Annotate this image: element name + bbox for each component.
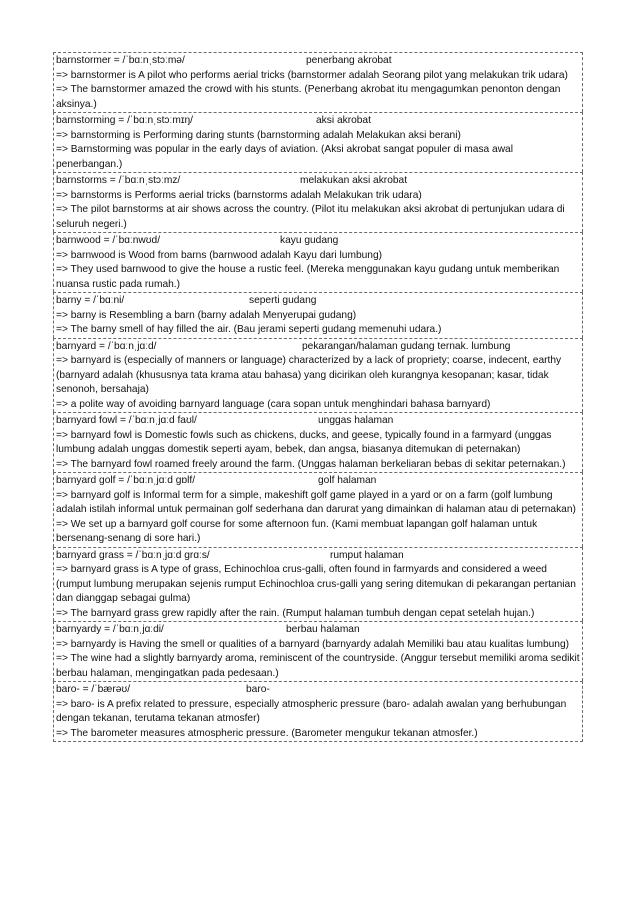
entry-translation: pekarangan/halaman gudang ternak. lumbung bbox=[302, 340, 511, 352]
entry-example: => The pilot barnstorms at air shows across the country. (Pilot itu melakukan aksi akrobat di pertunjukan udara di seluruh negeri.) bbox=[56, 204, 565, 230]
entry-example: => They used barnwood to give the house a rustic feel. (Mereka menggunakan kayu gudang untuk memberikan nuansa rustic pada rumah.) bbox=[56, 264, 560, 290]
entry-baro bbox=[53, 681, 583, 742]
entry-translation: unggas halaman bbox=[318, 415, 394, 426]
entry-example: => The barnyard grass grew rapidly after the rain. (Rumput halaman tumbuh dengan cepat setelah hujan.) bbox=[56, 607, 535, 619]
entry-definition: => barnwood is Wood from barns (barnwood adalah Kayu dari lumbung) bbox=[56, 249, 382, 261]
entry-definition: => barnstorming is Performing daring stunts (barnstorming adalah Melakukan aksi berani) bbox=[56, 129, 461, 141]
entry-definition: => baro- is A prefix related to pressure, especially atmospheric pressure (baro- adalah awalan yang berhubungan dengan tekanan, terutama tekanan atmosfer) bbox=[56, 698, 567, 724]
entry-translation: kayu gudang bbox=[280, 235, 339, 246]
entry-translation: golf halaman bbox=[318, 475, 377, 486]
entry-barnyardy bbox=[53, 621, 583, 681]
entry-term: barnstormer = /ˈbɑːnˌstɔːmə/ bbox=[56, 55, 185, 66]
entry-example: => We set up a barnyard golf course for some afternoon fun. (Kami membuat lapangan golf halaman untuk bersenang-senang di sore hari.) bbox=[56, 518, 538, 544]
entry-term: barnwood = /ˈbɑːnwʊd/ bbox=[56, 235, 161, 246]
entry-example: => The wine had a slightly barnyardy aroma, reminiscent of the countryside. (Anggur tersebut memiliki aroma sedikit berbau halaman, mengingatkan pada pedesaan.) bbox=[56, 653, 580, 679]
entry-definition: => barnyard fowl is Domestic fowls such as chickens, ducks, and geese, typically found in a farmyard (unggas lumbung adalah unggas domestik seperti ayam, bebek, dan angsa, biasanya ditemukan di peternakan) bbox=[56, 429, 552, 455]
entry-definition: => barnyard grass is A type of grass, Echinochloa crus-galli, often found in farmyards and considered a weed (rumput lumbung merupakan sejenis rumput Echinochloa crus-galli yang sering ditemukan di pekarangan pertanian dan dianggap sebagai gulma) bbox=[56, 564, 576, 604]
entry-head bbox=[56, 234, 580, 249]
entry-head bbox=[56, 474, 580, 489]
entry-term: barnstorms = /ˈbɑːnˌstɔːmz/ bbox=[56, 175, 181, 186]
entry-term: barnstorming = /ˈbɑːnˌstɔːmɪŋ/ bbox=[56, 115, 193, 126]
entry-barnwood bbox=[53, 232, 583, 292]
entry-barnstormer bbox=[53, 52, 583, 112]
entry-barnstorming bbox=[53, 112, 583, 172]
entry-term: barnyard golf = /ˈbɑːnˌjɑːd ɡɒlf/ bbox=[56, 475, 196, 486]
entry-example: => The barnyard fowl roamed freely around the farm. (Unggas halaman berkeliaran bebas di sekitar peternakan.) bbox=[56, 458, 566, 470]
entry-term: baro- = /ˈbærəʊ/ bbox=[56, 684, 131, 695]
entry-example: => The barometer measures atmospheric pressure. (Barometer mengukur tekanan atmosfer.) bbox=[56, 727, 478, 739]
entry-example: => The barny smell of hay filled the air. (Bau jerami seperti gudang memenuhi udara.) bbox=[56, 324, 442, 335]
entry-translation: melakukan aksi akrobat bbox=[300, 175, 408, 186]
entry-example: => a polite way of avoiding barnyard language (cara sopan untuk menghindari bahasa barnyard) bbox=[56, 398, 491, 410]
entry-translation: penerbang akrobat bbox=[306, 55, 392, 66]
entry-translation: rumput halaman bbox=[330, 549, 404, 561]
entry-definition: => barnstormer is A pilot who performs aerial tricks (barnstormer adalah Seorang pilot yang melakukan trik udara) bbox=[56, 69, 568, 81]
entry-barnyard-fowl bbox=[53, 412, 583, 472]
entry-barnyard-golf bbox=[53, 472, 583, 547]
entry-head bbox=[56, 683, 580, 698]
entry-definition: => barnyard is (especially of manners or language) characterized by a lack of propriety; coarse, indecent, earthy (barnyard adalah (khususnya tata krama atau bahasa) yang dicirikan oleh kurangnya kesopanan; kasar, tidak senonoh, bersahaja) bbox=[56, 355, 562, 395]
entry-term: barny = /ˈbɑːni/ bbox=[56, 295, 125, 306]
entry-head bbox=[56, 114, 580, 129]
entry-head bbox=[56, 549, 580, 564]
entry-head bbox=[56, 414, 580, 429]
entry-term: barnyardy = /ˈbɑːnˌjɑːdi/ bbox=[56, 624, 164, 635]
entry-head bbox=[56, 294, 580, 309]
entry-head bbox=[56, 174, 580, 189]
entry-barny bbox=[53, 292, 583, 338]
entry-term: barnyard fowl = /ˈbɑːnˌjɑːd faʊl/ bbox=[56, 415, 197, 426]
entry-barnyard bbox=[53, 338, 583, 413]
dictionary-page bbox=[53, 52, 583, 742]
entry-barnstorms bbox=[53, 172, 583, 232]
entry-translation: berbau halaman bbox=[286, 624, 360, 635]
entry-example: => Barnstorming was popular in the early days of aviation. (Aksi akrobat sangat populer di masa awal penerbangan.) bbox=[56, 144, 513, 170]
entry-definition: => barnyard golf is Informal term for a simple, makeshift golf game played in a yard or on a farm (golf lumbung adalah istilah informal untuk permainan golf sederhana dan darurat yang dimainkan di halaman atau di peternakan) bbox=[56, 489, 576, 515]
entry-term: barnyard = /ˈbɑːnˌjɑːd/ bbox=[56, 340, 157, 352]
entry-definition: => barnstorms is Performs aerial tricks (barnstorms adalah Melakukan trik udara) bbox=[56, 189, 422, 201]
entry-term: barnyard grass = /ˈbɑːnˌjɑːd ɡrɑːs/ bbox=[56, 549, 210, 561]
entry-translation: seperti gudang bbox=[249, 295, 317, 306]
entry-head bbox=[56, 340, 580, 355]
entry-definition: => barny is Resembling a barn (barny adalah Menyerupai gudang) bbox=[56, 309, 357, 321]
entry-translation: baro- bbox=[246, 684, 270, 695]
entry-example: => The barnstormer amazed the crowd with his stunts. (Penerbang akrobat itu mengagumkan penonton dengan aksinya.) bbox=[56, 84, 561, 110]
entry-translation: aksi akrobat bbox=[316, 115, 371, 126]
entry-head bbox=[56, 54, 580, 69]
entry-definition: => barnyardy is Having the smell or qualities of a barnyard (barnyardy adalah Memiliki bau atau kualitas lumbung) bbox=[56, 638, 570, 650]
entry-head bbox=[56, 623, 580, 638]
entry-barnyard-grass bbox=[53, 547, 583, 622]
